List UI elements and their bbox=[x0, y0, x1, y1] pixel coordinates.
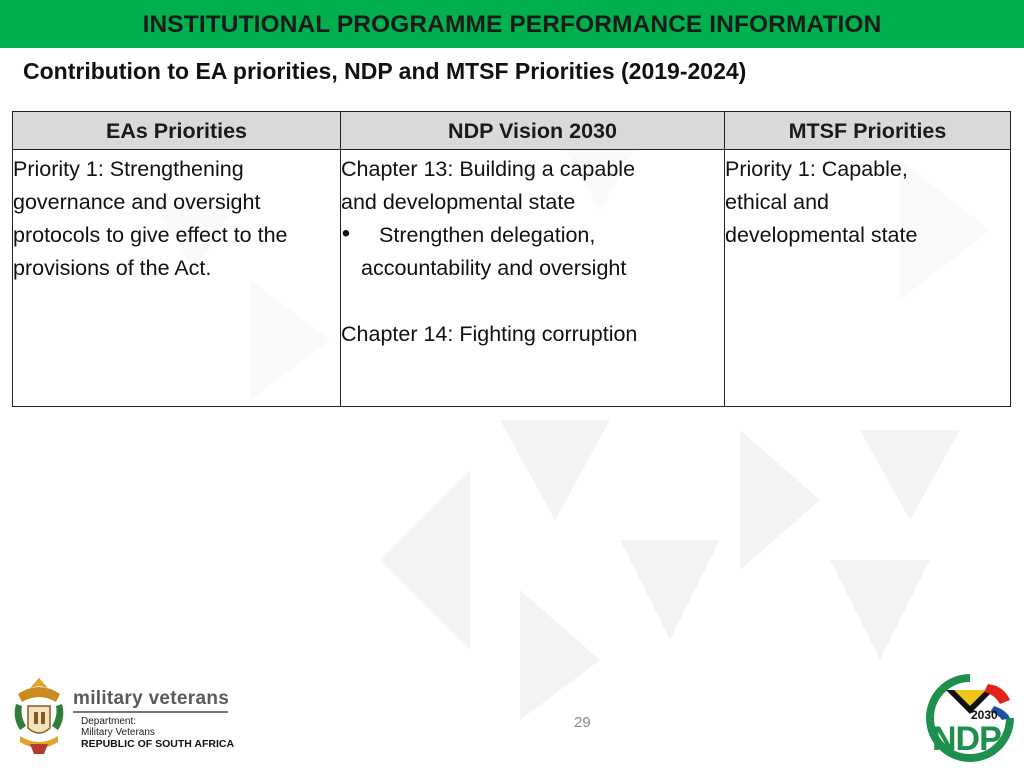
coat-of-arms-icon bbox=[8, 674, 70, 758]
priorities-table bbox=[12, 111, 1011, 407]
slide-subtitle: Contribution to EA priorities, NDP and MTSF Priorities (2019-2024) bbox=[23, 58, 747, 84]
page-number: 29 bbox=[574, 714, 591, 731]
table-column-ndp bbox=[341, 112, 725, 406]
cell-line: governance and oversight bbox=[13, 190, 261, 214]
ndp-brand: NDP bbox=[932, 720, 1001, 758]
column-header-ndp: NDP Vision 2030 bbox=[341, 112, 724, 150]
org-department-name: Military Veterans bbox=[81, 727, 155, 738]
bullet-continuation: accountability and oversight bbox=[361, 256, 627, 280]
page-title: INSTITUTIONAL PROGRAMME PERFORMANCE INFORMATION bbox=[142, 11, 882, 38]
table-column-mtsf bbox=[725, 112, 1010, 406]
column-header-eas: EAs Priorities bbox=[13, 112, 340, 150]
eas-priority-cell bbox=[13, 150, 340, 285]
cell-line: ethical and bbox=[725, 190, 829, 214]
cell-line: and developmental state bbox=[341, 190, 576, 214]
bullet-text: Strengthen delegation, bbox=[379, 223, 596, 247]
org-country: REPUBLIC OF SOUTH AFRICA bbox=[81, 738, 235, 750]
org-name: military veterans bbox=[73, 688, 230, 709]
mtsf-priority-cell bbox=[725, 150, 1010, 252]
cell-line: protocols to give effect to the bbox=[13, 223, 288, 247]
org-department-label: Department: bbox=[81, 716, 137, 727]
org-divider bbox=[73, 711, 228, 713]
bullet-item bbox=[341, 219, 724, 252]
column-header-mtsf: MTSF Priorities bbox=[725, 112, 1010, 150]
cell-line: developmental state bbox=[725, 223, 918, 247]
cell-line: Chapter 13: Building a capable bbox=[341, 157, 636, 181]
cell-line: provisions of the Act. bbox=[13, 256, 212, 280]
ndp-year: 2030 bbox=[971, 708, 998, 722]
cell-line: Priority 1: Capable, bbox=[725, 157, 908, 181]
cell-line: Priority 1: Strengthening bbox=[13, 157, 244, 181]
table-column-eas bbox=[13, 112, 341, 406]
cell-line: Chapter 14: Fighting corruption bbox=[341, 322, 638, 346]
ndp-vision-cell bbox=[341, 150, 724, 351]
bullet-icon: • bbox=[341, 220, 351, 247]
